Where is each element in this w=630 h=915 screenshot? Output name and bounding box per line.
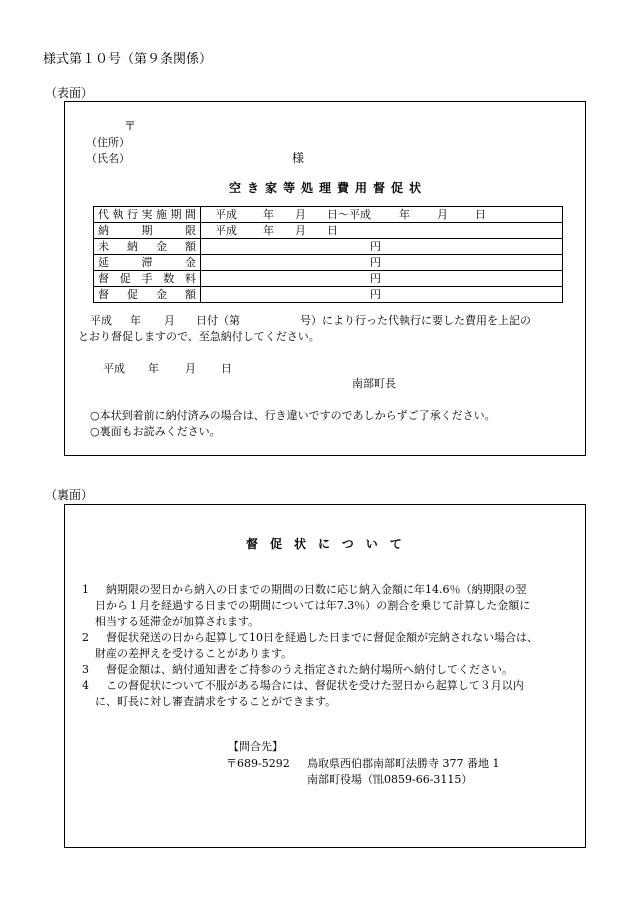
era-text: 平成 xyxy=(90,314,112,327)
front-section-label: （表面） xyxy=(45,86,94,100)
era-text: 平成 xyxy=(215,207,237,221)
month-text: 月 xyxy=(164,314,175,327)
row-label: 未 納 金 額 xyxy=(98,239,196,253)
day-text: 日 xyxy=(221,362,232,375)
item-number: 4 xyxy=(82,679,89,692)
year-text: 年 xyxy=(148,362,159,375)
row-label: 代 執 行 実 施 期 間 xyxy=(98,207,196,221)
day-text: 日 xyxy=(327,223,338,237)
body-line-2: とおり督促しますので、至急納付してください。 xyxy=(78,330,320,343)
month-text: 月 xyxy=(437,207,448,221)
month-text: 月 xyxy=(185,362,196,375)
yen-unit: 円 xyxy=(370,287,381,301)
form-id: 様式第１０号（第９条関係） xyxy=(43,52,213,67)
front-title: 空き家等処理費用督促状 xyxy=(229,181,428,195)
back-title: 督促状について xyxy=(246,537,414,551)
body-text: 号）により行った代執行に要した費用を上記の xyxy=(300,314,531,327)
item-line: この督促状について不服がある場合には、督促状を受けた翌日から起算して３月以内 xyxy=(106,679,524,692)
issuer: 南部町長 xyxy=(352,377,396,390)
back-section-label: （裏面） xyxy=(45,488,94,502)
era-text: 平成 xyxy=(215,223,237,237)
table-row xyxy=(94,255,563,271)
yen-unit: 円 xyxy=(370,271,381,285)
body-line-1 xyxy=(90,314,531,328)
contact-label: 【問合先】 xyxy=(228,740,283,753)
year-text: 年 xyxy=(130,314,141,327)
item-line: に、町長に対し審査請求をすることができます。 xyxy=(95,695,337,708)
year-text: 年 xyxy=(263,223,274,237)
row-label: 納 期 限 xyxy=(98,223,196,237)
note-1: ○本状到着前に納付済みの場合は、行き違いですのであしからずご了承ください。 xyxy=(90,409,496,422)
day-era-text: 日～平成 xyxy=(327,207,371,221)
contact-office: 南部町役場（℡0859-66-3115） xyxy=(307,773,473,786)
note-2: ○裏面もお読みください。 xyxy=(90,425,221,438)
row-label: 督 促 手 数 料 xyxy=(98,271,196,285)
ref-date-text: 日付（第 xyxy=(196,314,240,327)
item-line: 督促状発送の日から起算して10日を経過した日までに督促金額が完納されない場合は、 xyxy=(106,631,538,644)
item-line: 財産の差押えを受けることがあります。 xyxy=(95,647,293,660)
row-label: 督 促 金 額 xyxy=(98,287,196,301)
era-text: 平成 xyxy=(103,362,125,375)
year-text: 年 xyxy=(263,207,274,221)
table-row xyxy=(94,207,563,223)
contact-address: 鳥取県西伯郡南部町法勝寺 377 番地 1 xyxy=(307,757,500,770)
table-row xyxy=(94,271,563,287)
item-line: 納期限の翌日から納入の日までの期間の日数に応じ納入金額に年14.6％（納期限の翌 xyxy=(106,583,527,596)
day-text: 日 xyxy=(475,207,486,221)
honorific: 様 xyxy=(292,151,305,165)
table-row xyxy=(94,223,563,239)
month-text: 月 xyxy=(295,207,306,221)
postal-mark: 〒 xyxy=(124,119,137,133)
name-label: （氏名） xyxy=(86,152,130,165)
row-label: 延 滞 金 xyxy=(98,255,196,269)
delinquency-table xyxy=(93,206,563,303)
address-label: （住所） xyxy=(86,136,130,149)
postal-code: 〒689-5292 xyxy=(226,757,290,770)
item-number: 1 xyxy=(82,583,89,596)
issue-date xyxy=(103,362,232,376)
yen-unit: 円 xyxy=(370,255,381,269)
yen-unit: 円 xyxy=(370,239,381,253)
item-line: 督促金額は、納付通知書をご持参のうえ指定された納付場所へ納付してください。 xyxy=(106,663,513,676)
month-text: 月 xyxy=(295,223,306,237)
item-line: 相当する延滞金が加算されます。 xyxy=(95,615,260,628)
item-number: 3 xyxy=(82,663,89,676)
year-text: 年 xyxy=(399,207,410,221)
table-row xyxy=(94,239,563,255)
table-row xyxy=(94,287,563,303)
item-line: 日から１月を経過する日までの期間については年7.3％）の割合を乗じて計算した金額に xyxy=(95,599,531,612)
item-number: 2 xyxy=(82,631,89,644)
